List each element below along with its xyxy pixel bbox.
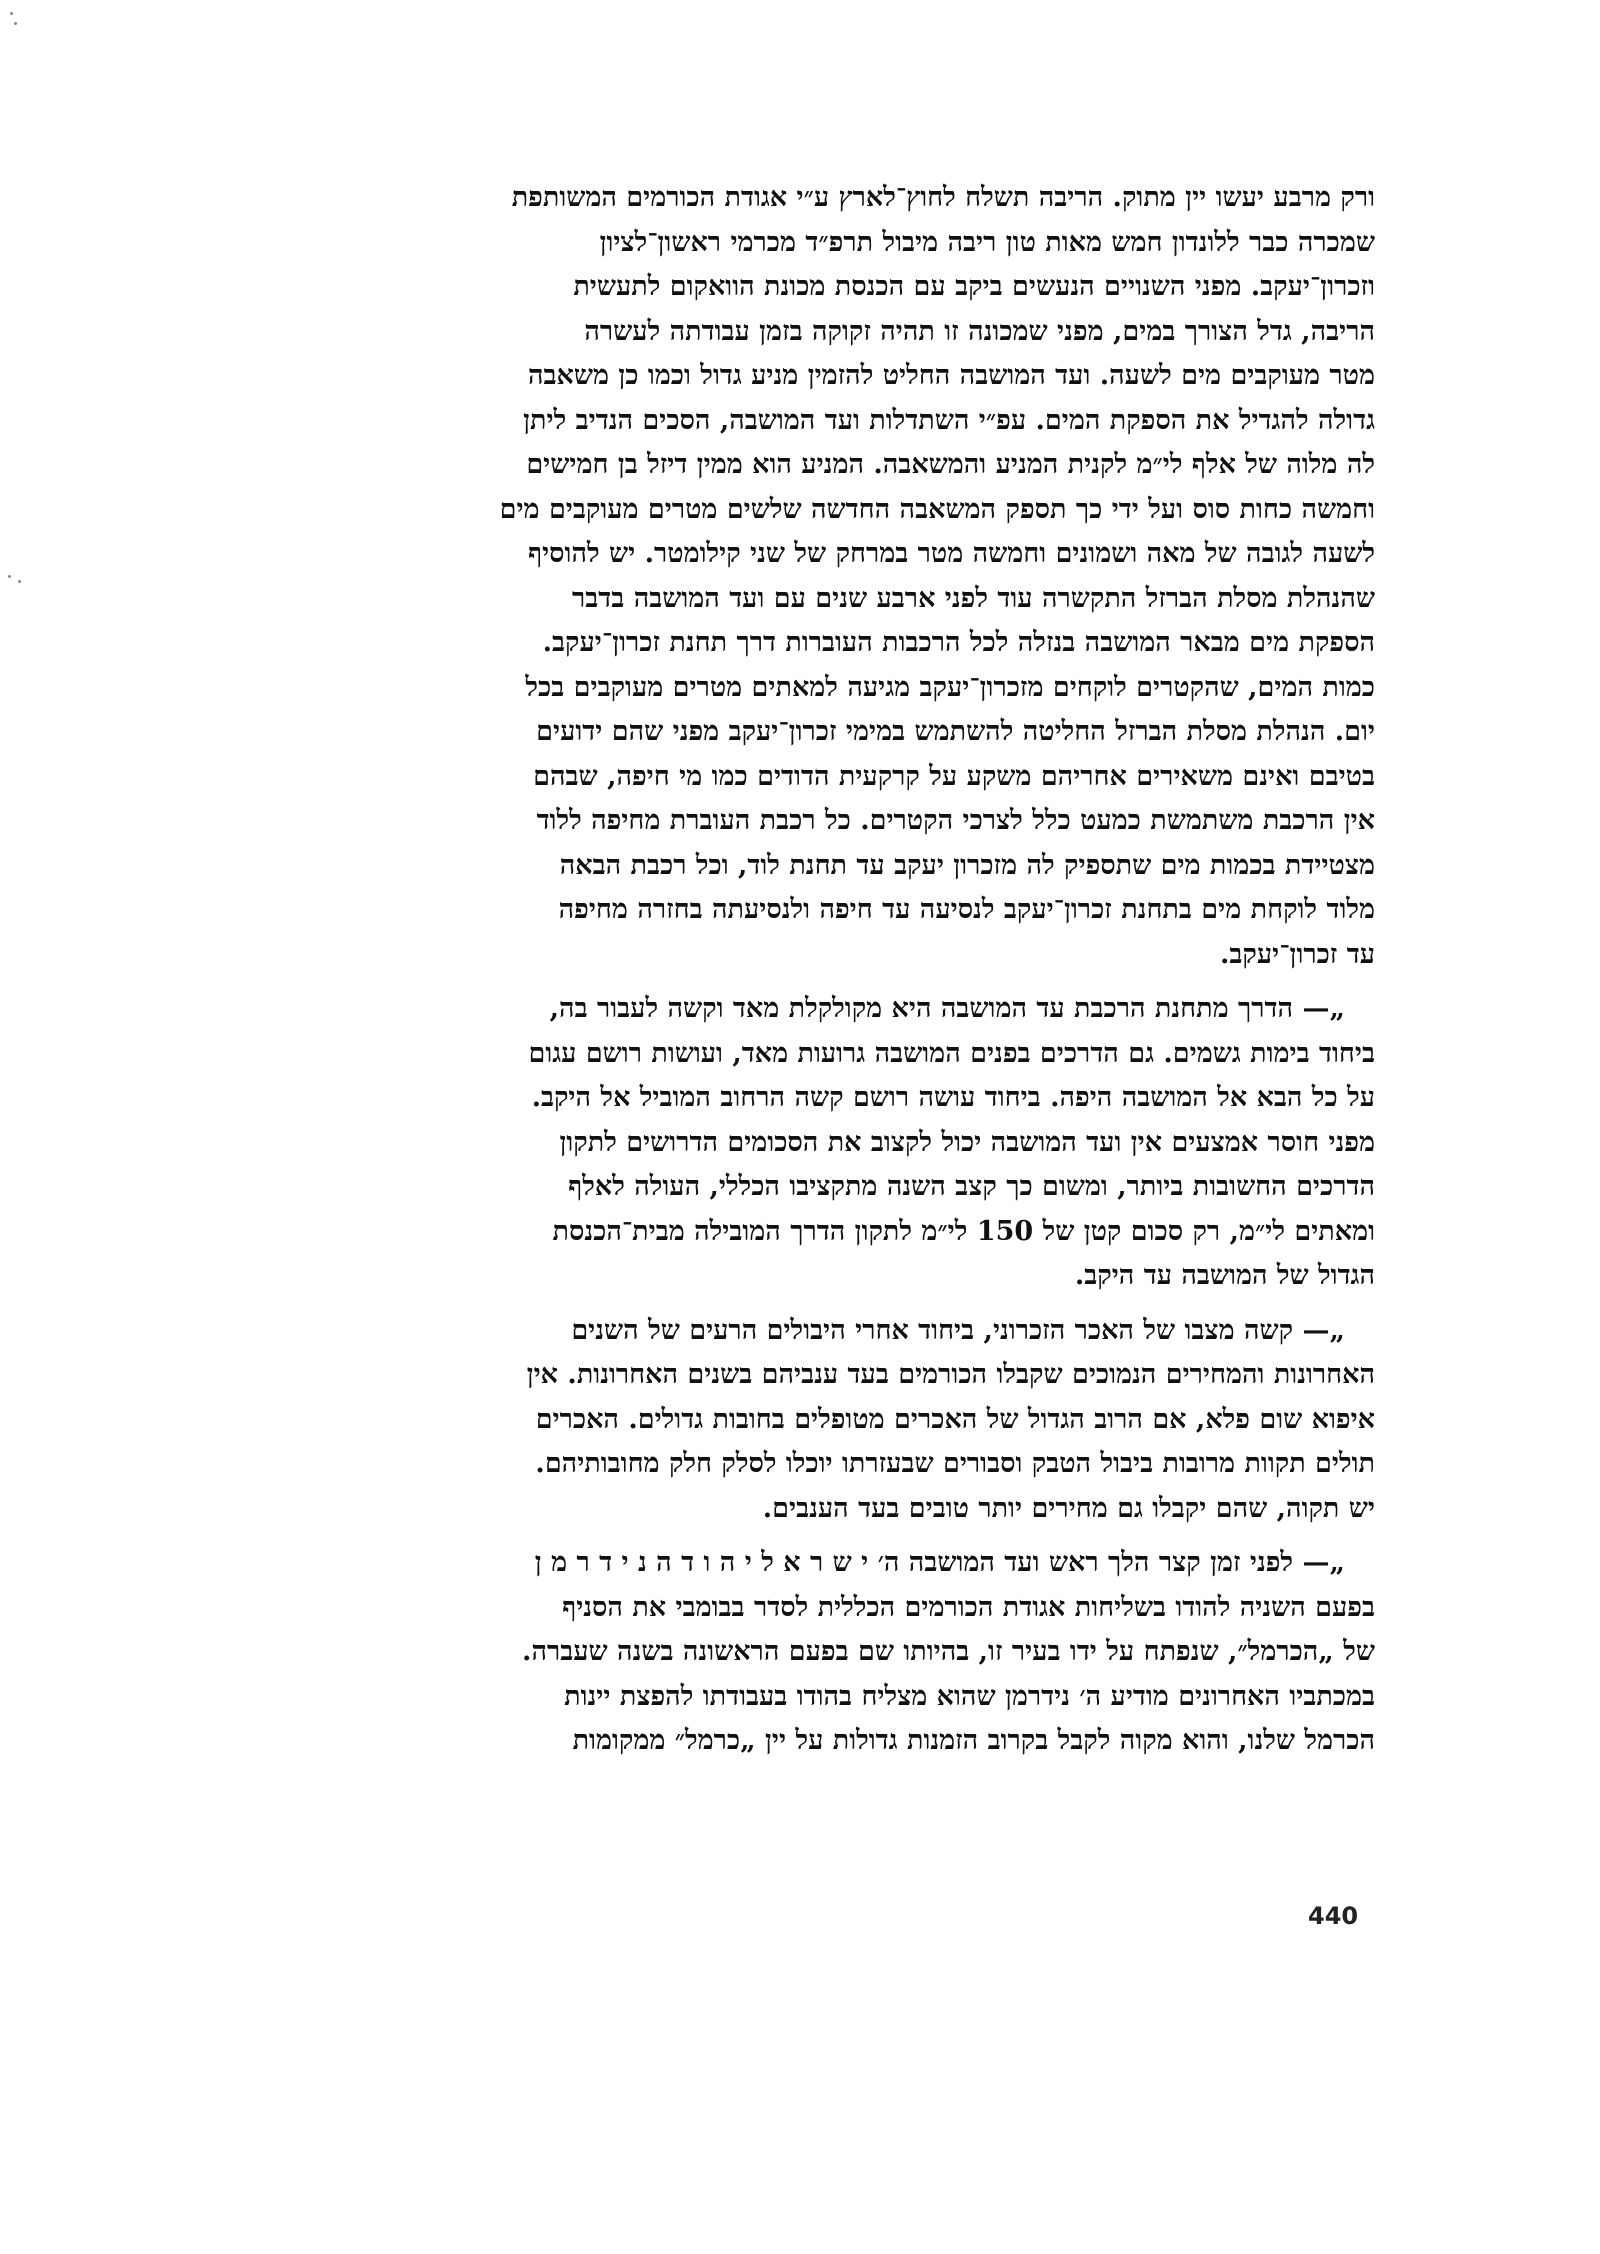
paragraph-india-mission: „— לפני זמן קצר הלך ראש ועד המושבה ה׳ י ש ר א ל י ה ו ד ה נ י ד ר מ ן בפעם השניה להודו בשליחות אגודת הכורמים הכללית לסדר בבומבי את הסניף של „הכרמל״, שנפתח על ידו בעיר זו, בהיותו שם בפעם הראשונה בשנה שעברה. במכתביו האחרונים מודיע ה׳ נידרמן שהוא מצליח בהודו בעבודתו להפצת יינות הכרמל שלנו, והוא מקוה לקבל בקרוב הזמנות גדולות על יין „כרמל״ ממקומות (522, 1547, 1375, 1756)
paragraph-water-supply: ורק מרבע יעשו יין מתוק. הריבה תשלח לחוץ־לארץ ע״י אגודת הכורמים המשותפת שמכרה כבר ללונדון חמש מאות טון ריבה מיבול תרפ״ד מכרמי ראשון־לציון וזכרון־יעקב. מפני השנויים הנעשים ביקב עם הכנסת מכונת הוואקום לתעשית הריבה, גדל הצורך במים, מפני שמכונה זו תהיה זקוקה בזמן עבודתה לעשרה מטר מעוקבים מים לשעה. ועד המושבה החליט להזמין מניע גדול וכמו כן משאבה גדולה להגדיל את הספקת המים. עפ״י השתדלות ועד המושבה, הסכים הנדיב ליתן לה מלוה של אלף לי״מ לקנית המניע והמשאבה. המניע הוא ממין דיזל בן חמישים וחמשה כחות סוס ועל ידי כך תספק המשאבה החדשה שלשים מטרים מעוקבים מים לשעה לגובה של מאה ושמונים וחמשה מטר במרחק של שני קילומטר. יש להוסיף שהנהלת מסלת הברזל התקשרה עוד לפני ארבע שנים עם ועד המושבה בדבר הספקת מים מבאר המושבה בנזלה לכל הרכבות העוברות דרך תחנת זכרון־יעקב. כמות המים, שהקטרים לוקחים מזכרון־יעקב מגיעה למאתים מטרים מעוקבים בכל יום. הנהלת מסלת הברזל החליטה להשתמש במימי זכרון־יעקב מפני שהם ידועים בטיבם ואינם משאירים אחריהם משקע על קרקעית הדודים כמו מי חיפה, שבהם אין הרכבת משתמשת כמעט כלל לצרכי הקטרים. כל רכבת העוברת מחיפה ללוד מצטיידת בכמות מים שתספיק לה מזכרון יעקב עד תחנת לוד, וכל רכבת הבאה מלוד לוקחת מים בתחנת זכרון־יעקב לנסיעה עד חיפה ולנסיעתה בחזרה מחיפה עד זכרון־יעקב. (499, 182, 1375, 970)
scan-speck (10, 12, 13, 15)
paragraph-farmers: „— קשה מצבו של האכר הזכרוני, ביחוד אחרי היבולים הרעים של השנים האחרונות והמחירים הנמוכים שקבלו הכורמים בעד ענביהם בשנים האחרונות. אין איפוא שום פלא, אם הרוב הגדול של האכרים מטופלים בחובות גדולים. האכרים תולים תקוות מרובות ביבול הטבק וסבורים שבעזרתו יוכלו לסלק חלק מחובותיהם. יש תקוה, שהם יקבלו גם מחירים יותר טובים בעד הענבים. (526, 1314, 1375, 1524)
body-text (350, 176, 1375, 1764)
scan-speck (18, 580, 21, 583)
page-number: 440 (1308, 1902, 1359, 1930)
scan-speck (8, 575, 11, 578)
paragraph-roads: „— הדרך מתחנת הרכבת עד המושבה היא מקולקלת מאד וקשה לעבור בה, ביחוד בימות גשמים. גם הדרכים בפנים המושבה גרועות מאד, ועושות רושם עגום על כל הבא אל המושבה היפה. ביחוד עושה רושם קשה הרחוב המוביל אל היקב. מפני חוסר אמצעים אין ועד המושבה יכול לקצוב את הסכומים הדרושים לתקון הדרכים החשובות ביותר, ומשום כך קצב השנה מתקציבו הכללי, העולה לאלף ומאתים לי״מ, רק סכום קטן של 150 לי״מ לתקון הדרך המובילה מבית־הכנסת הגדול של המושבה עד היקב. (528, 993, 1375, 1291)
scan-speck (14, 22, 17, 25)
